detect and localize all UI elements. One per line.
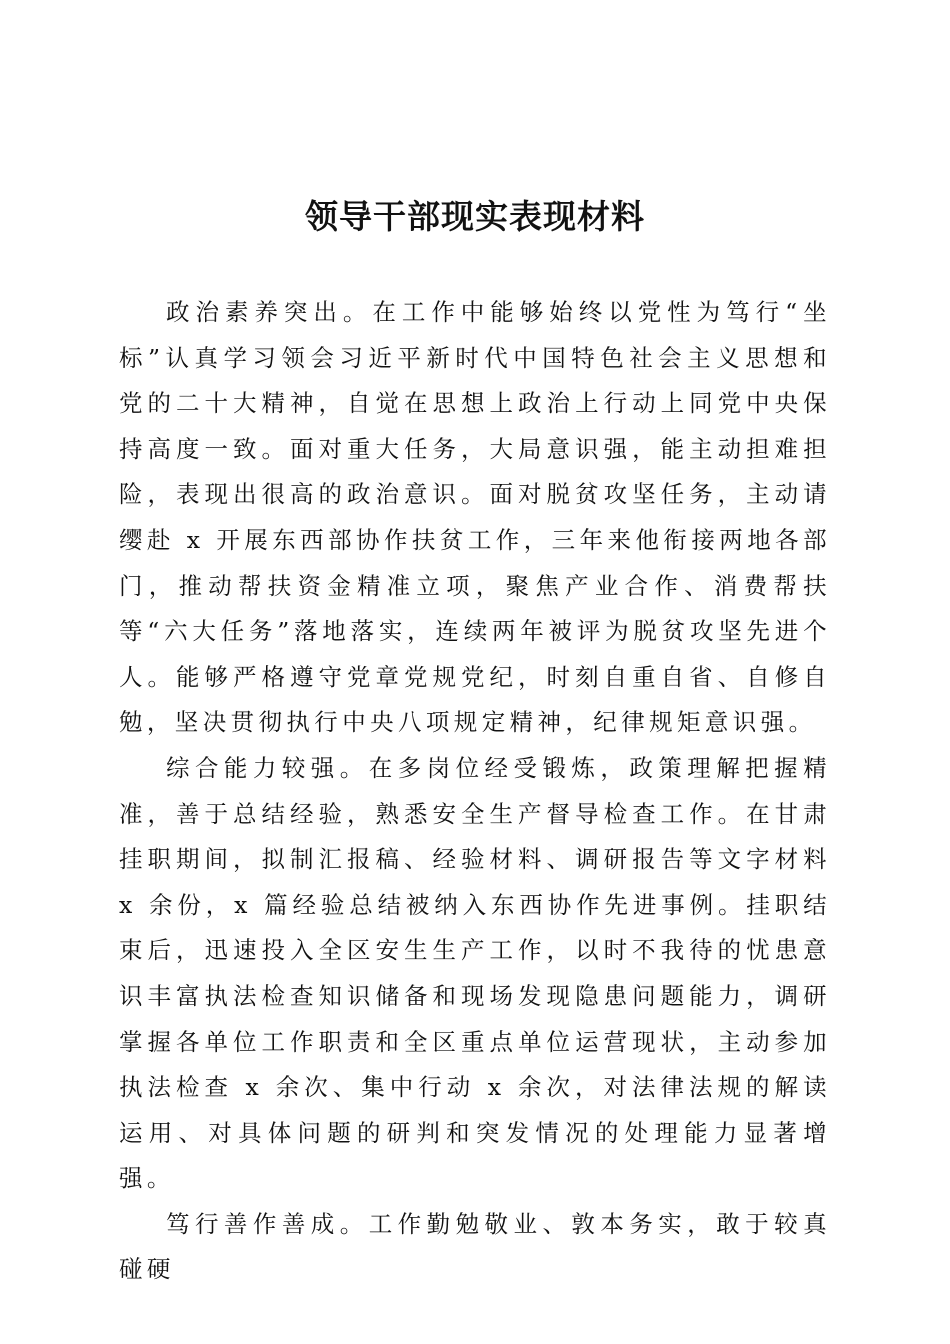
document-body bbox=[119, 290, 831, 1293]
document-title: 领导干部现实表现材料 bbox=[305, 197, 645, 236]
paragraph-comprehensive-ability: 综合能力较强。在多岗位经受锻炼，政策理解把握精准，善于总结经验，熟悉安全生产督导检查工作。在甘肃挂职期间，拟制汇报稿、经验材料、调研报告等文字材料 x 余份，x 篇经验总结被纳入东西协作先进事例。挂职结束后，迅速投入全区安生生产工作，以时不我待的忧患意识丰富执法检查知识储备和现场发现隐患问题能力，调研掌握各单位工作职责和全区重点单位运营现状，主动参加执法检查 x 余次、集中行动 x 余次，对法律法规的解读运用、对具体问题的研判和突发情况的处理能力显著增强。 bbox=[119, 753, 831, 1193]
paragraph-diligent-work: 笃行善作善成。工作勤勉敬业、敦本务实，敢于较真碰硬 bbox=[119, 1209, 831, 1284]
paragraph-political-quality: 政治素养突出。在工作中能够始终以党性为笃行“坐标”认真学习领会习近平新时代中国特色社会主义思想和党的二十大精神，自觉在思想上政治上行动上同党中央保持高度一致。面对重大任务，大局意识强，能主动担难担险，表现出很高的政治意识。面对脱贫攻坚任务，主动请缨赴 x 开展东西部协作扶贫工作，三年来他衔接两地各部门，推动帮扶资金精准立项，聚焦产业合作、消费帮扶等“六大任务”落地落实，连续两年被评为脱贫攻坚先进个人。能够严格遵守党章党规党纪，时刻自重自省、自修自勉，坚决贯彻执行中央八项规定精神，纪律规矩意识强。 bbox=[119, 298, 831, 737]
